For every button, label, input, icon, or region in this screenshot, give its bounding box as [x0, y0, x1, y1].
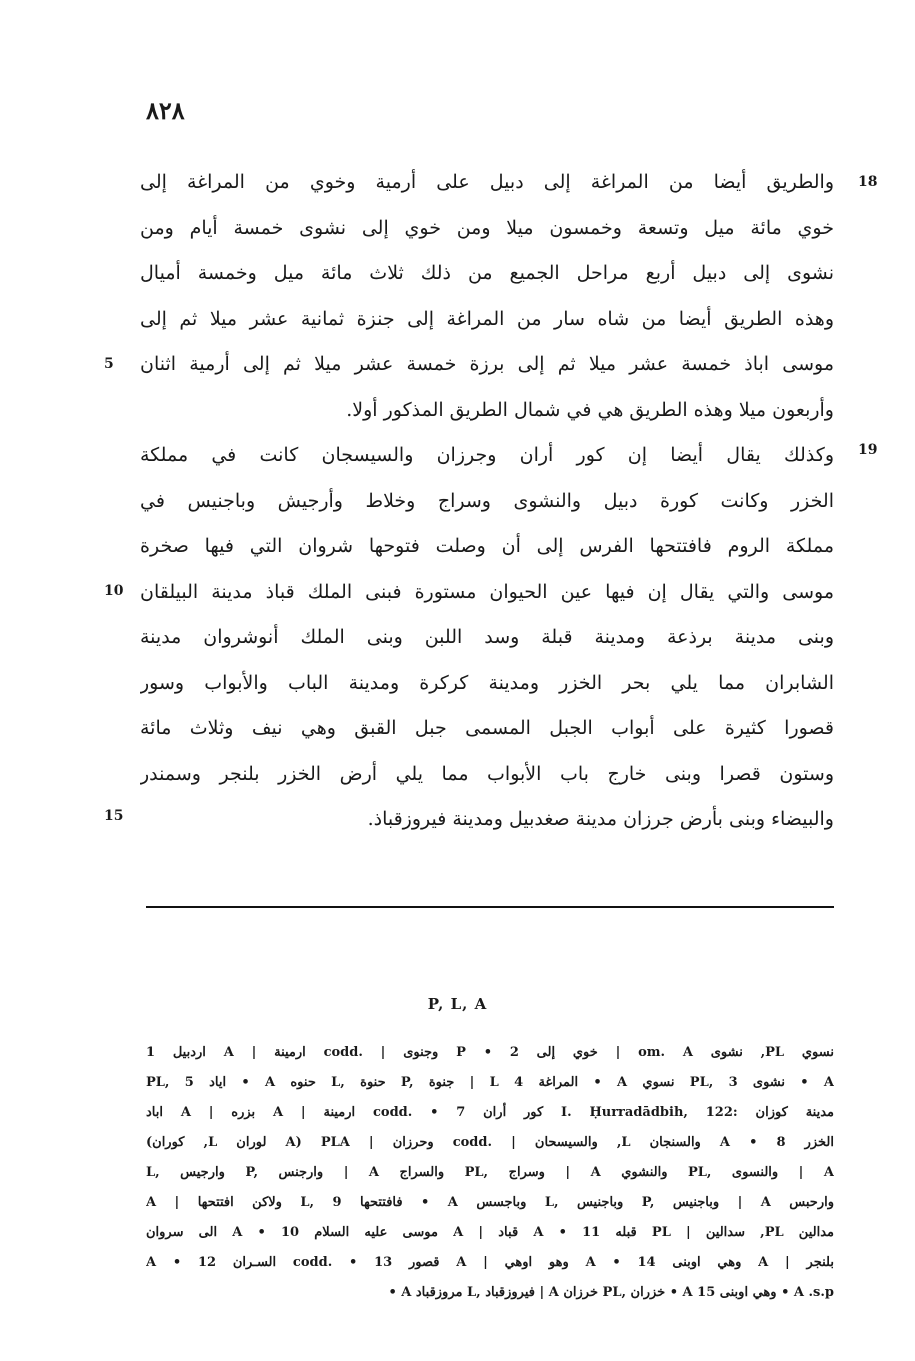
text-line: وأربعون ميلا وهذه الطريق هي في شمال الطريق المذكور أولا.: [346, 398, 834, 421]
text-line: وكذلك يقال أيضا إن كور أران وجرزان والسيسجان كانت في مملكة: [140, 444, 834, 466]
apparatus-line: • A مروزقباد L, فيروزقباد | A خرزان PL, خزران • A وهي اوبنى 15 • A .s.p: [388, 1285, 834, 1300]
text-line: والطريق أيضا من المراغة إلى دبيل على أرمية وخوي من المراغة إلى: [140, 171, 834, 193]
main-text: [140, 160, 834, 843]
apparatus-line: PL, اياد 5 • A حنوه L, حنوة P, جنوة | L المراغة 4 • A نسوي PL, نشوى 3 • A: [146, 1075, 834, 1090]
apparatus-line: بلنجر | A وهي اوبنى 14 • A وهو اوهي | A قصور 13 • .codd السـران 12 • A: [146, 1255, 834, 1270]
text-line: نشوى إلى دبيل أربع مراحل الجميع من ذلك ثلاث مائة ميل وخمسة أميال: [140, 262, 834, 284]
apparatus-line: A | ولاكن افتتحها L, فافتتحها 9 • A وباجسس L, وباجنيس P, وباجنيس | A وارحبس: [146, 1195, 834, 1210]
text-line: الشابران مما يلي بحر الخزر ومدينة كركرة ومدينة الباب والأبواب وسور: [140, 671, 834, 694]
apparatus-line: ﻣﺪالين PL, سدالين | PL قبله 11 • A قباد | A موسى عليه السلام 10 • A الى سروان: [146, 1225, 834, 1240]
apparatus-line: نسوي PL, نشوى om. A | خوي إلى 2 • P وجنوى | .codd ارمينة | A اردبيل 1: [146, 1045, 834, 1060]
paragraph-number: 19: [858, 442, 878, 458]
apparatus-line: الخزر 8 • A والسنجان L, والسيسحان | .codd وحرزان | PLA (A لوران L, كوران): [146, 1135, 834, 1150]
apparatus-line: مدينة كوزان :I. Ḥurradādbih, 122 كور أران 7 • .codd ارمينة | A بزره | A اباد: [146, 1105, 834, 1120]
text-line: مملكة الروم فافتتحها الفرس إلى أن وصلت فتوحها شروان التي فيها صخرة: [140, 535, 834, 557]
text-line: وبنى مدينة برذعة ومدينة قبلة وسد اللبن وبنى الملك أنوشروان مدينة: [140, 626, 834, 648]
text-line: والبيضاء وبنى بأرض جرزان مدينة صغدبيل ومدينة فيروزقباذ.: [367, 808, 834, 830]
text-line: قصورا كثيرة على أبواب الجبل المسمى جبل القبق وهي نيف وثلاث مائة: [140, 717, 834, 739]
critical-apparatus: [146, 1038, 834, 1308]
page-number: ٨٢٨: [146, 96, 185, 125]
line-number: 10: [104, 583, 124, 599]
text-line: الخزر وكانت كورة دبيل والنشوى وسراج وخلاط وأرجيش وباجنيس في: [140, 489, 834, 512]
paragraph-number: 18: [858, 174, 878, 190]
text-line: موسى اباذ خمسة عشر ميلا ثم إلى برزة خمسة عشر ميلا ثم إلى أرمية اثنان: [140, 353, 834, 375]
line-number: 5: [104, 356, 114, 372]
line-number: 15: [104, 808, 124, 824]
text-line: خوي مائة ميل وتسعة وخمسون ميلا ومن خوي إلى نشوى خمسة أيام ومن: [140, 216, 834, 239]
text-line: وهذه الطريق أيضا من شاه سار من المراغة إلى جنزة ثمانية عشر ميلا ثم إلى: [140, 307, 834, 330]
apparatus-line: L, وارجيس P, وارجنس | A والسراج PL, وسراج | A والنشوي PL, والنسوى | A: [146, 1165, 834, 1180]
text-line: وستون قصرا وبنى خارج باب الأبواب مما يلي أرض الخزر بلنجر وسمندر: [140, 762, 834, 785]
footnote-divider: [146, 906, 834, 908]
apparatus-sigla: P, L, A: [427, 995, 488, 1013]
text-line: موسى والتي يقال إن فيها عين الحيوان مستورة فبنى الملك قباذ مدينة البيلقان: [140, 580, 834, 603]
